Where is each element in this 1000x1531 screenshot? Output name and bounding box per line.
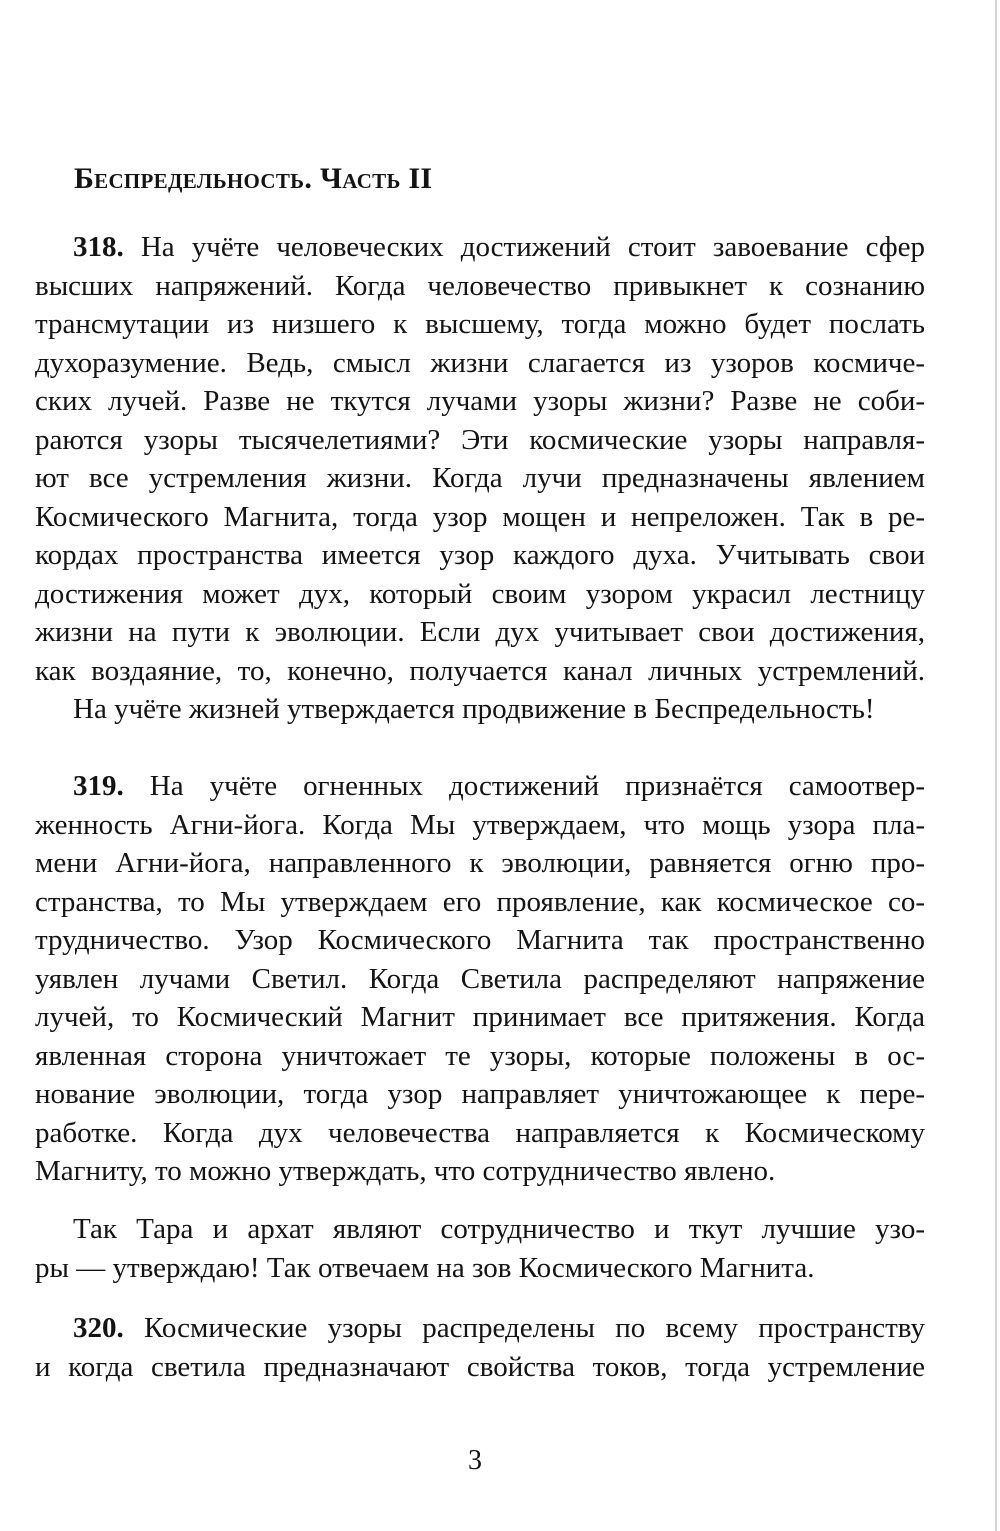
paragraph-line: ры — утверждаю! Так отвечаем на зов Космического Магнита. [35,1251,815,1284]
paragraph-line: мени Агни-йога, направленного к эволюции, равняется огню про- [35,847,925,879]
paragraph-line: жизни на пути к эволюции. Если дух учитывает свои достижения, [35,616,925,648]
running-header: Беспредельность. Часть II [74,162,433,195]
scan-edge-line [995,0,997,1531]
paragraph-line: ют все устремления жизни. Когда лучи предназначены явлением [35,462,925,494]
paragraph-line: как воздаяние, то, конечно, получается канал личных устремлений. [35,654,925,687]
paragraph-line: странства, то Мы утверждаем его проявление, как космическое со- [35,885,925,918]
paragraph-line: явленная сторона уничтожает те узоры, которые положены в ос- [35,1039,925,1072]
paragraph-line: 320. Космические узоры распределены по всему пространству [73,1312,925,1344]
paragraph-line: раются узоры тысячелетиями? Эти космические узоры направля- [35,423,925,456]
paragraph-line: Магниту, то можно утверждать, что сотрудничество явлено. [35,1155,776,1187]
paragraph-line: трудничество. Узор Космического Магнита так пространственно [35,924,925,956]
paragraph-line: трансмутации из низшего к высшему, тогда можно будет послать [35,308,925,340]
paragraph-line: работке. Когда дух человечества направляется к Космическому [35,1116,925,1149]
section-319 [35,767,925,1191]
paragraph-line: духоразумение. Ведь, смысл жизни слагается из узоров космиче- [35,346,925,379]
paragraph-line: ских лучей. Разве не ткутся лучами узоры жизни? Разве не соби- [35,385,925,417]
section-number: 319. [73,770,124,802]
section-number: 318. [73,231,124,263]
page-number: 3 [468,1445,482,1476]
paragraph-line: нование эволюции, тогда узор направляет уничтожающее к пере- [35,1078,925,1110]
paragraph-line: достижения может дух, который своим узором украсил лестницу [35,577,925,610]
section-318 [35,228,925,729]
paragraph-line: уявлен лучами Светил. Когда Светила распределяют напряжение [35,962,925,995]
paragraph-line: Космического Магнита, тогда узор мощен и непреложен. Так в ре- [35,500,925,533]
paragraph-line: 319. На учёте огненных достижений признаётся самоотвер- [73,770,925,802]
paragraph-line: 318. На учёте человеческих достижений стоит завоевание сфер [73,231,925,263]
paragraph-line: женность Агни-йога. Когда Мы утверждаем, что мощь узора пла- [35,808,925,841]
paragraph-closing-line: На учёте жизней утверждается продвижение в Беспредельность! [73,693,875,725]
section-320 [35,1309,925,1386]
section-319-closing [35,1210,925,1287]
paragraph-line: Так Тара и архат являют сотрудничество и ткут лучшие узо- [73,1213,925,1245]
paragraph-line: высших напряжений. Когда человечество привыкнет к сознанию [35,269,925,302]
section-number: 320. [73,1312,124,1344]
paragraph-line: лучей, то Космический Магнит принимает все притяжения. Когда [35,1001,925,1033]
paragraph-line: и когда светила предназначают свойства токов, тогда устремление [35,1350,925,1383]
paragraph-line: кордах пространства имеется узор каждого духа. Учитывать свои [35,539,925,571]
